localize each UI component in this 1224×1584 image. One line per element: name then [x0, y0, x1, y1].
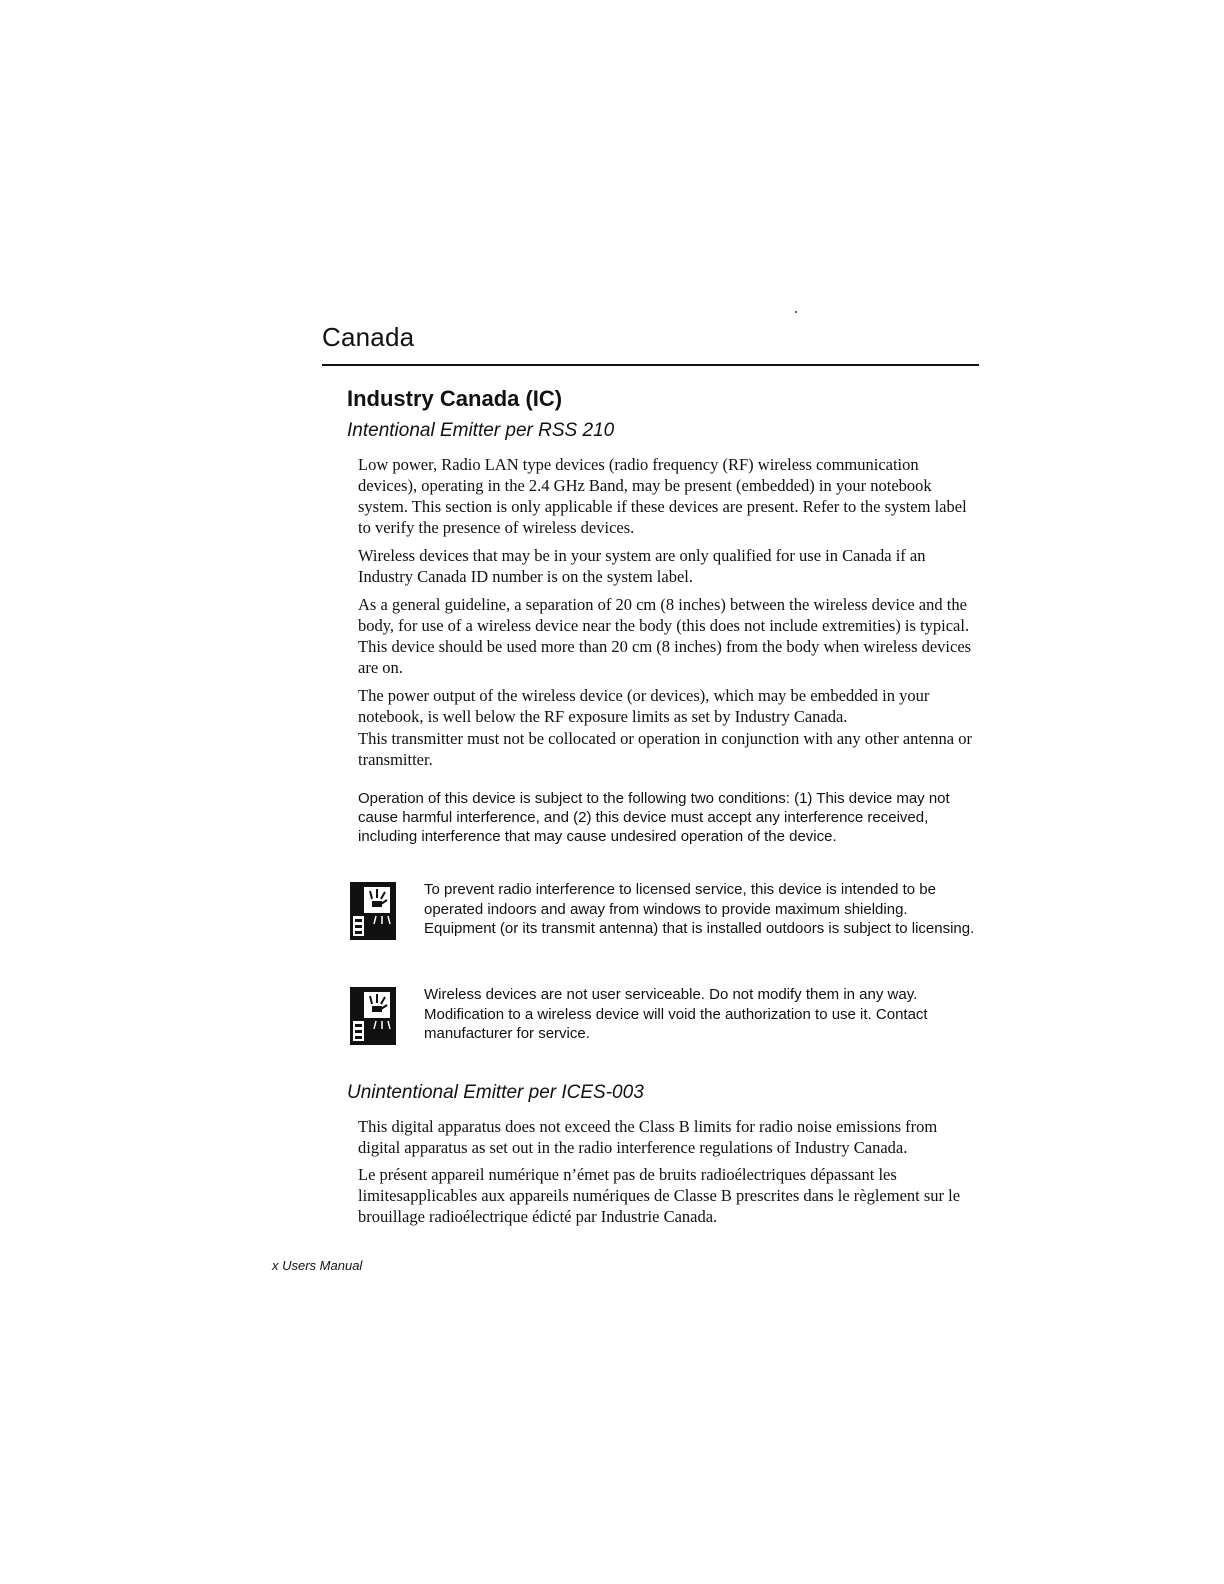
paragraph-qualification: Wireless devices that may be in your system are only qualified for use in Canada if an Industry Canada ID number is on the system label. — [358, 546, 926, 586]
note-indoor-use: To prevent radio interference to licensed service, this device is intended to be operated indoors and away from windows to provide maximum shielding. Equipment (or its transmit antenna) that is installed outdoors is subject to licensing. — [424, 881, 975, 937]
paragraph-collocation: This transmitter must not be collocated or operation in conjunction with any other antenna or transmitter. — [358, 729, 973, 769]
paragraph-class-b-english: This digital apparatus does not exceed the Class B limits for radio noise emissions from digital apparatus as set out in the radio interference regulations of Industry Canada. — [358, 1117, 938, 1157]
paragraph-low-power: Low power, Radio LAN type devices (radio frequency (RF) wireless communication devices), operating in the 2.4 GHz Band, may be present (embedded) in your notebook system. This section is only applicable if these devices are present. Refer to the system label to verify the presence of wireless devices. — [358, 455, 967, 537]
paragraph-power-output: The power output of the wireless device (or devices), which may be embedded in your notebook, is well below the RF exposure limits as set by Industry Canada. — [358, 686, 930, 726]
section-heading-industry-canada: Industry Canada (IC) — [347, 386, 563, 411]
scan-speck — [795, 311, 797, 313]
paragraph-class-b-french: Le présent appareil numérique n’émet pas de bruits radioélectriques dépassant les limitesapplicables aux appareils numériques de Classe B prescrites dans le règlement sur le brouillage radioélectrique édicté par Industrie Canada. — [358, 1165, 961, 1226]
page-footer: x Users Manual — [272, 1258, 363, 1273]
heading-intentional-emitter: Intentional Emitter per RSS 210 — [347, 420, 615, 441]
page-title: Canada — [322, 322, 415, 352]
warning-icon — [350, 882, 396, 940]
title-divider — [322, 364, 979, 366]
warning-icon — [350, 987, 396, 1045]
note-not-serviceable: Wireless devices are not user serviceable. Do not modify them in any way. Modification to a wireless device will void the authorization to use it. Contact manufacturer for service. — [424, 986, 928, 1042]
paragraph-separation-guideline: As a general guideline, a separation of 20 cm (8 inches) between the wireless device and the body, for use of a wireless device near the body (this does not include extremities) is typical. This device should be used more than 20 cm (8 inches) from the body when wireless devices are on. — [358, 595, 972, 677]
paragraph-operating-conditions: Operation of this device is subject to the following two conditions: (1) This device may not cause harmful interference, and (2) this device must accept any interference received, including interference that may cause undesired operation of the device. — [358, 790, 950, 845]
heading-unintentional-emitter: Unintentional Emitter per ICES-003 — [347, 1082, 644, 1103]
